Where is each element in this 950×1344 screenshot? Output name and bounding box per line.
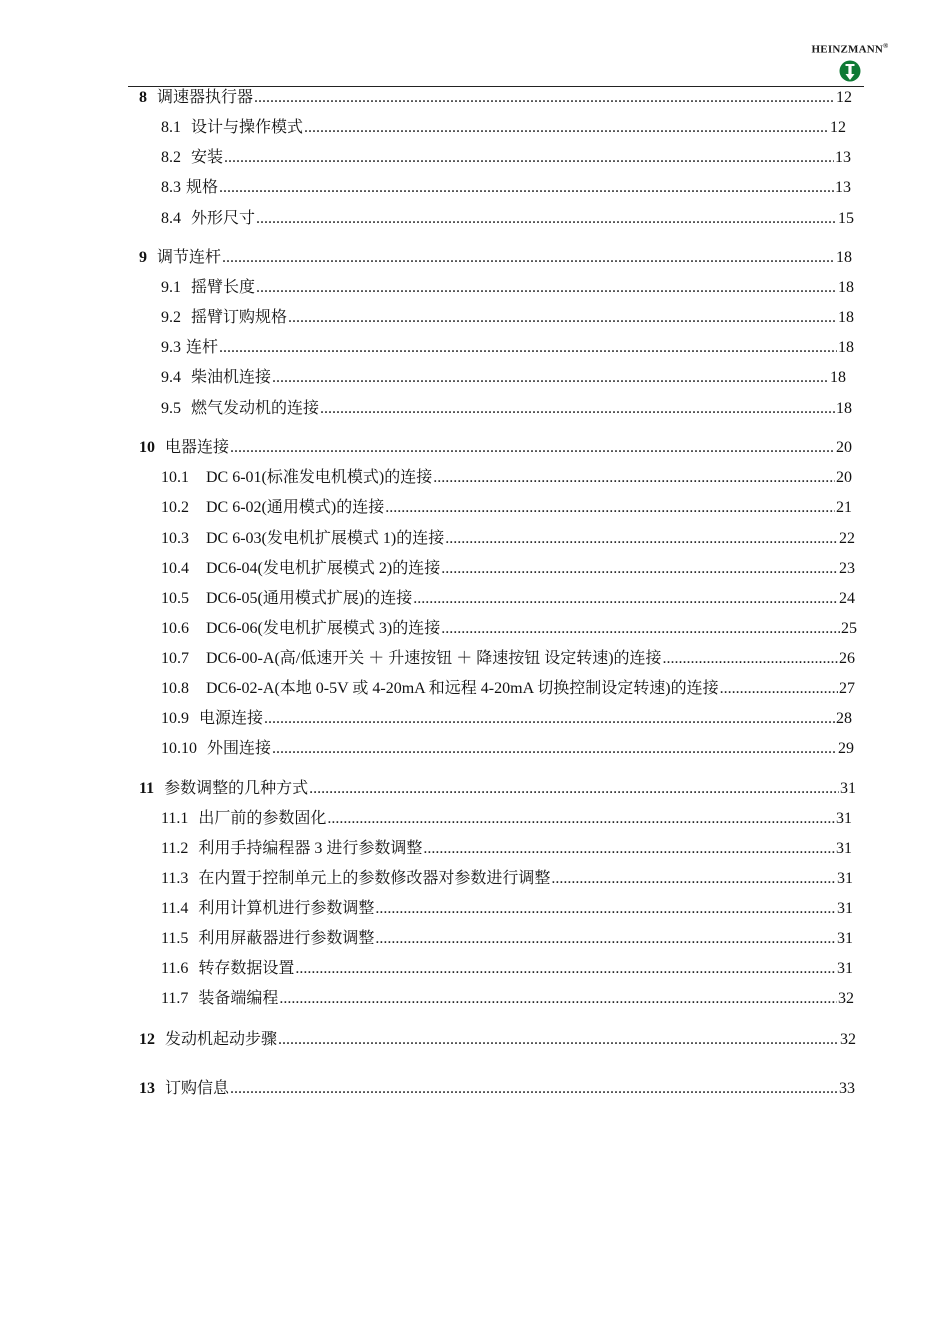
toc-section-entry[interactable] xyxy=(161,618,857,640)
toc-entry-title: DC6-04(发电机扩展模式 2)的连接 xyxy=(206,560,441,577)
toc-entry-number: 10.6 xyxy=(161,620,189,637)
toc-leader-dots xyxy=(423,838,835,860)
toc-page-number: 24 xyxy=(839,590,855,607)
toc-leader-dots xyxy=(219,177,834,199)
toc-page-number: 31 xyxy=(837,900,853,917)
toc-entry-number: 9 xyxy=(139,249,147,266)
toc-page-number: 33 xyxy=(839,1080,855,1097)
toc-chapter-entry[interactable] xyxy=(139,87,852,109)
toc-leader-dots xyxy=(413,588,838,610)
toc-leader-dots xyxy=(272,367,829,389)
toc-leader-dots xyxy=(320,398,835,420)
toc-page-number: 31 xyxy=(840,780,856,797)
toc-entry-title: DC 6-01(标准发电机模式)的连接 xyxy=(206,469,433,486)
toc-page-number: 29 xyxy=(838,740,854,757)
toc-entry-number: 10.3 xyxy=(161,530,189,547)
toc-entry-number: 11.7 xyxy=(161,990,189,1007)
toc-entry-title: 摇臂长度 xyxy=(191,279,256,296)
toc-entry-number: 11.4 xyxy=(161,900,189,917)
toc-leader-dots xyxy=(663,648,838,670)
toc-page-number: 18 xyxy=(838,309,854,326)
toc-page-number: 15 xyxy=(838,210,854,227)
toc-entry-number: 10.4 xyxy=(161,560,189,577)
toc-page-number: 22 xyxy=(839,530,855,547)
toc-entry-number: 13 xyxy=(139,1080,155,1097)
toc-section-entry[interactable] xyxy=(161,497,852,519)
toc-entry-number: 10.7 xyxy=(161,650,189,667)
toc-section-entry[interactable] xyxy=(161,307,854,329)
toc-section-entry[interactable] xyxy=(161,398,852,420)
toc-section-entry[interactable] xyxy=(161,117,846,139)
toc-entry-title: 在内置于控制单元上的参数修改器对参数进行调整 xyxy=(198,870,551,887)
toc-entry-title: 规格 xyxy=(186,179,219,196)
toc-chapter-entry[interactable] xyxy=(139,1029,856,1051)
toc-leader-dots xyxy=(288,307,837,329)
toc-page-number: 12 xyxy=(836,89,852,106)
toc-section-entry[interactable] xyxy=(161,988,854,1010)
toc-page-number: 18 xyxy=(836,400,852,417)
toc-section-entry[interactable] xyxy=(161,738,854,760)
toc-page-number: 18 xyxy=(838,339,854,356)
toc-leader-dots xyxy=(264,708,835,730)
toc-entry-title: 连杆 xyxy=(186,339,219,356)
toc-section-entry[interactable] xyxy=(161,177,851,199)
toc-leader-dots xyxy=(375,928,836,950)
toc-section-entry[interactable] xyxy=(161,838,852,860)
toc-entry-number: 8.3 xyxy=(161,179,181,196)
toc-entry-number: 10.10 xyxy=(161,740,197,757)
toc-entry-title: 利用计算机进行参数调整 xyxy=(198,900,375,917)
toc-leader-dots xyxy=(441,558,838,580)
toc-entry-title: 装备端编程 xyxy=(198,990,279,1007)
toc-leader-dots xyxy=(219,337,837,359)
toc-entry-number: 9.3 xyxy=(161,339,181,356)
toc-entry-title: 转存数据设置 xyxy=(198,960,295,977)
toc-section-entry[interactable] xyxy=(161,337,854,359)
toc-entry-title: DC6-02-A(本地 0-5V 或 4-20mA 和远程 4-20mA 切换控制设定转速)的连接 xyxy=(206,680,719,697)
toc-leader-dots xyxy=(254,87,835,109)
toc-entry-title: 摇臂订购规格 xyxy=(191,309,288,326)
toc-leader-dots xyxy=(295,958,836,980)
toc-page-number: 13 xyxy=(835,149,851,166)
toc-section-entry[interactable] xyxy=(161,808,852,830)
toc-page-number: 27 xyxy=(839,680,855,697)
toc-entry-number: 10.1 xyxy=(161,469,189,486)
toc-entry-title: 出厂前的参数固化 xyxy=(198,810,327,827)
toc-leader-dots xyxy=(304,117,829,139)
toc-section-entry[interactable] xyxy=(161,588,855,610)
toc-leader-dots xyxy=(224,147,834,169)
toc-section-entry[interactable] xyxy=(161,868,853,890)
brand-name: HEINZMANN® xyxy=(811,42,889,56)
toc-leader-dots xyxy=(279,988,837,1010)
toc-entry-number: 8.2 xyxy=(161,149,181,166)
toc-entry-number: 8.1 xyxy=(161,119,181,136)
toc-page-number: 31 xyxy=(837,930,853,947)
toc-leader-dots xyxy=(309,778,839,800)
toc-page-number: 23 xyxy=(839,560,855,577)
toc-section-entry[interactable] xyxy=(161,208,854,230)
toc-entry-number: 9.1 xyxy=(161,279,181,296)
toc-leader-dots xyxy=(433,467,835,489)
toc-page-number: 32 xyxy=(840,1031,856,1048)
toc-chapter-entry[interactable] xyxy=(139,437,852,459)
toc-page-number: 18 xyxy=(838,279,854,296)
toc-entry-number: 11.2 xyxy=(161,840,189,857)
toc-entry-title: 调速器执行器 xyxy=(157,89,254,106)
toc-leader-dots xyxy=(441,618,840,640)
toc-leader-dots xyxy=(445,528,838,550)
toc-section-entry[interactable] xyxy=(161,928,853,950)
toc-entry-number: 11.5 xyxy=(161,930,189,947)
toc-entry-number: 11.3 xyxy=(161,870,189,887)
toc-page-number: 32 xyxy=(838,990,854,1007)
toc-entry-number: 10.2 xyxy=(161,499,189,516)
toc-entry-title: DC 6-02(通用模式)的连接 xyxy=(206,499,385,516)
toc-entry-title: 外围连接 xyxy=(207,740,272,757)
toc-chapter-entry[interactable] xyxy=(139,247,852,269)
toc-leader-dots xyxy=(385,497,835,519)
toc-section-entry[interactable] xyxy=(161,558,855,580)
toc-page-number: 31 xyxy=(837,960,853,977)
toc-chapter-entry[interactable] xyxy=(139,1078,855,1100)
toc-entry-number: 11.6 xyxy=(161,960,189,977)
toc-entry-number: 8.4 xyxy=(161,210,181,227)
toc-page-number: 21 xyxy=(836,499,852,516)
toc-entry-number: 10.5 xyxy=(161,590,189,607)
toc-page-number: 25 xyxy=(841,620,857,637)
toc-entry-title: DC6-00-A(高/低速开关 ＋ 升速按钮 ＋ 降速按钮 设定转速)的连接 xyxy=(206,650,662,667)
toc-entry-number: 10 xyxy=(139,439,155,456)
toc-entry-title: 利用手持编程器 3 进行参数调整 xyxy=(198,840,423,857)
toc-section-entry[interactable] xyxy=(161,708,852,730)
toc-entry-number: 12 xyxy=(139,1031,155,1048)
toc-section-entry[interactable] xyxy=(161,958,853,980)
toc-page-number: 31 xyxy=(836,810,852,827)
toc-page-number: 31 xyxy=(836,840,852,857)
toc-page-number: 20 xyxy=(836,469,852,486)
toc-page-number: 18 xyxy=(836,249,852,266)
toc-section-entry[interactable] xyxy=(161,367,846,389)
toc-leader-dots xyxy=(222,247,835,269)
toc-leader-dots xyxy=(256,208,837,230)
toc-page-number: 31 xyxy=(837,870,853,887)
toc-page-number: 12 xyxy=(830,119,846,136)
toc-section-entry[interactable] xyxy=(161,147,851,169)
toc-section-entry[interactable] xyxy=(161,277,854,299)
toc-entry-number: 8 xyxy=(139,89,147,106)
toc-chapter-entry[interactable] xyxy=(139,778,856,800)
toc-entry-title: 电器连接 xyxy=(165,439,230,456)
toc-leader-dots xyxy=(551,868,836,890)
toc-leader-dots xyxy=(327,808,835,830)
toc-entry-title: 电源连接 xyxy=(199,710,264,727)
toc-entry-title: 安装 xyxy=(191,149,224,166)
toc-page-number: 18 xyxy=(830,369,846,386)
toc-entry-title: 利用屏蔽器进行参数调整 xyxy=(198,930,375,947)
toc-entry-number: 10.8 xyxy=(161,680,189,697)
toc-entry-number: 9.2 xyxy=(161,309,181,326)
toc-section-entry[interactable] xyxy=(161,898,853,920)
toc-page-number: 13 xyxy=(835,179,851,196)
toc-page-number: 28 xyxy=(836,710,852,727)
toc-section-entry[interactable] xyxy=(161,678,855,700)
toc-leader-dots xyxy=(230,437,835,459)
toc-entry-number: 9.5 xyxy=(161,400,181,417)
toc-entry-title: 订购信息 xyxy=(165,1080,230,1097)
toc-entry-title: DC6-05(通用模式扩展)的连接 xyxy=(206,590,413,607)
toc-entry-number: 11 xyxy=(139,780,155,797)
toc-entry-title: 发动机起动步骤 xyxy=(165,1031,278,1048)
toc-section-entry[interactable] xyxy=(161,528,855,550)
toc-section-entry[interactable] xyxy=(161,467,852,489)
toc-leader-dots xyxy=(278,1029,839,1051)
toc-entry-number: 11.1 xyxy=(161,810,189,827)
toc-entry-number: 9.4 xyxy=(161,369,181,386)
toc-leader-dots xyxy=(375,898,836,920)
toc-page-number: 26 xyxy=(839,650,855,667)
toc-entry-title: 设计与操作模式 xyxy=(191,119,304,136)
toc-section-entry[interactable] xyxy=(161,648,855,670)
toc-entry-title: 调节连杆 xyxy=(157,249,222,266)
toc-entry-number: 10.9 xyxy=(161,710,189,727)
toc-page-number: 20 xyxy=(836,439,852,456)
toc-entry-title: DC 6-03(发电机扩展模式 1)的连接 xyxy=(206,530,445,547)
toc-entry-title: 柴油机连接 xyxy=(191,369,272,386)
toc-entry-title: 外形尺寸 xyxy=(191,210,256,227)
toc-leader-dots xyxy=(720,678,838,700)
toc-leader-dots xyxy=(230,1078,838,1100)
toc-leader-dots xyxy=(256,277,837,299)
toc-leader-dots xyxy=(272,738,837,760)
toc-entry-title: 燃气发动机的连接 xyxy=(191,400,320,417)
toc-entry-title: 参数调整的几种方式 xyxy=(164,780,309,797)
toc-entry-title: DC6-06(发电机扩展模式 3)的连接 xyxy=(206,620,441,637)
